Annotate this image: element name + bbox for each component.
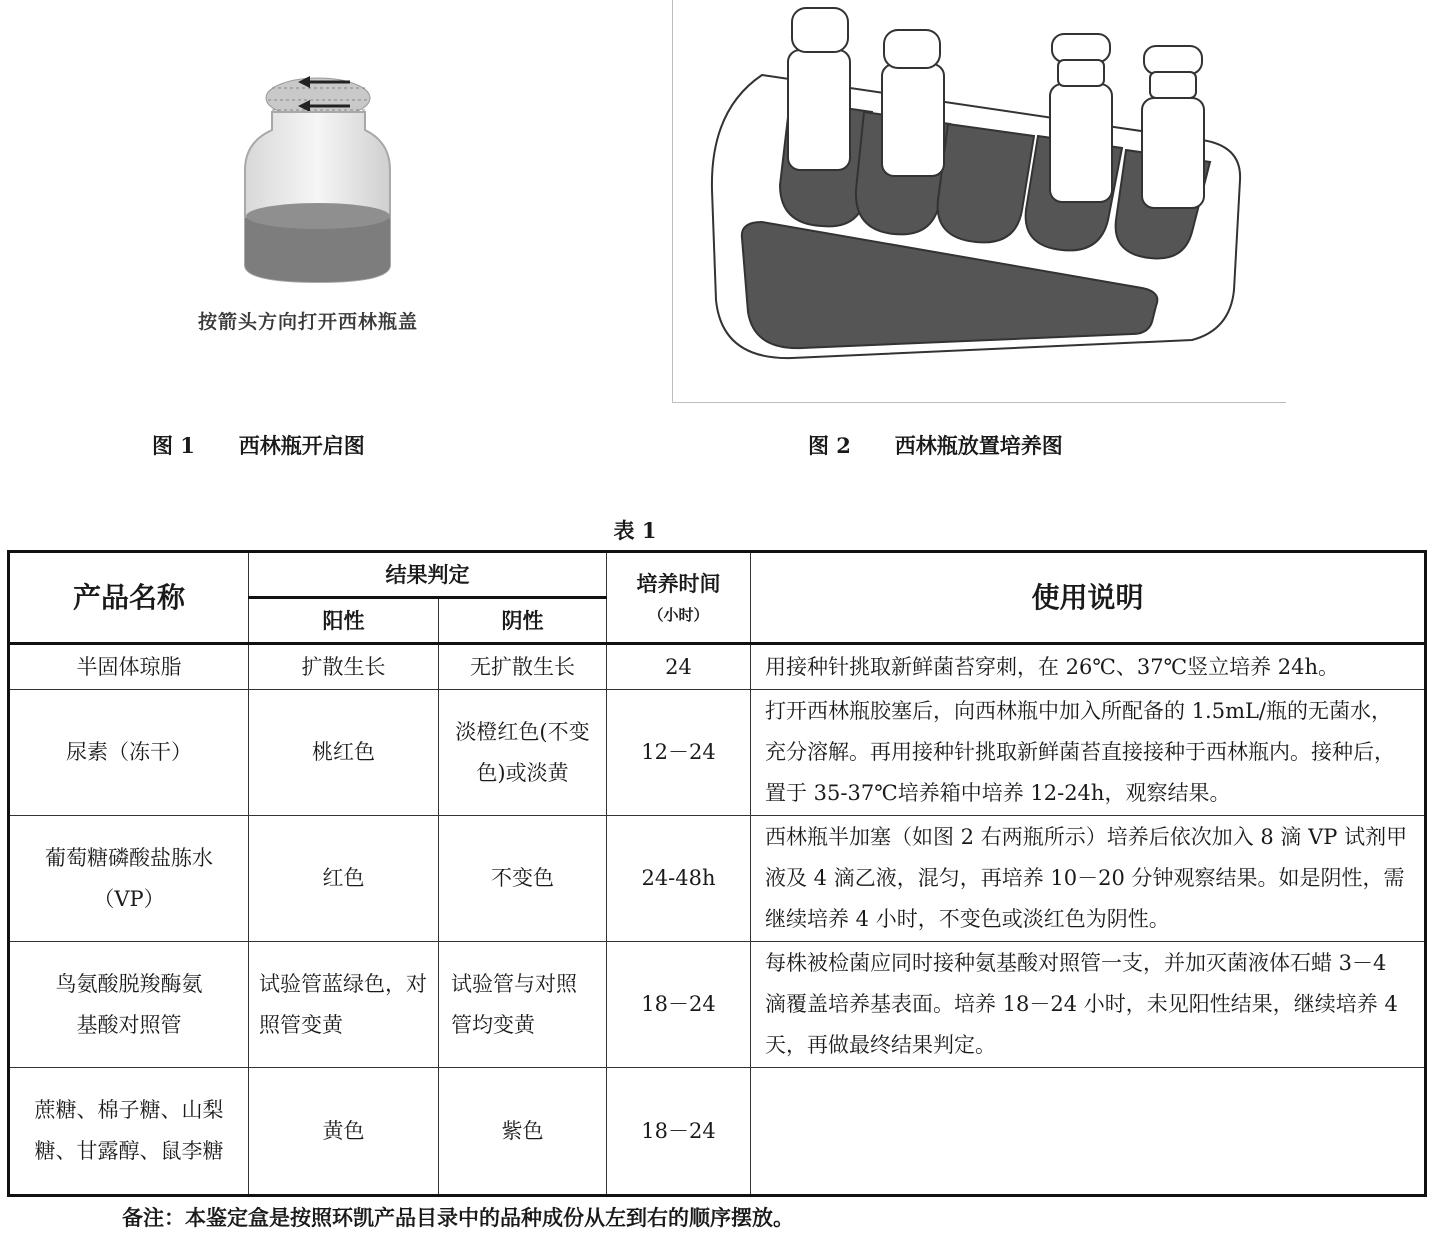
header-time [607, 552, 751, 644]
table-row [9, 816, 1426, 942]
table-note: 备注：本鉴定盒是按照环凯产品目录中的品种成份从左到右的顺序摆放。 [122, 1205, 794, 1230]
cell-time: 18－24 [607, 1068, 751, 1196]
table-row [9, 690, 1426, 816]
cell-product: 鸟氨酸脱羧酶氨基酸对照管 [9, 942, 249, 1068]
cell-product: 葡萄糖磷酸盐胨水（VP） [9, 816, 249, 942]
cell-product: 半固体琼脂 [9, 644, 249, 690]
cell-positive: 黄色 [249, 1068, 439, 1196]
cell-positive: 红色 [249, 816, 439, 942]
cell-positive: 试验管蓝绿色，对照管变黄 [249, 942, 439, 1068]
table-row [9, 942, 1426, 1068]
table-row [9, 644, 1426, 690]
cell-time: 24-48h [607, 816, 751, 942]
figure2-caption: 图 2 西林瓶放置培养图 [808, 433, 1063, 458]
cell-negative: 试验管与对照管均变黄 [439, 942, 607, 1068]
cell-time: 24 [607, 644, 751, 690]
cell-positive: 扩散生长 [249, 644, 439, 690]
cell-negative: 不变色 [439, 816, 607, 942]
header-usage: 使用说明 [751, 552, 1426, 644]
cell-usage [751, 1068, 1426, 1196]
figure1-caption: 图 1 西林瓶开启图 [152, 433, 365, 458]
header-time-unit: （小时） [648, 605, 709, 624]
cell-negative: 紫色 [439, 1068, 607, 1196]
header-product: 产品名称 [9, 552, 249, 644]
cell-time: 18－24 [607, 942, 751, 1068]
cell-positive: 桃红色 [249, 690, 439, 816]
cell-time: 12－24 [607, 690, 751, 816]
header-row-1 [9, 552, 1426, 598]
header-result: 结果判定 [249, 552, 607, 598]
cell-product: 尿素（冻干） [9, 690, 249, 816]
vial-rack-illustration [672, 0, 1286, 403]
header-time-label: 培养时间 [636, 570, 721, 596]
cell-negative: 淡橙红色(不变色)或淡黄 [439, 690, 607, 816]
table-title: 表 1 [613, 518, 657, 543]
vial-instruction-label: 按箭头方向打开西林瓶盖 [198, 311, 419, 333]
table-row [9, 1068, 1426, 1196]
cell-usage: 西林瓶半加塞（如图 2 右两瓶所示）培养后依次加入 8 滴 VP 试剂甲液及 4 滴乙液，混匀，再培养 10－20 分钟观察结果。如是阴性，需继续培养 4 小时，不变色或淡红色为阴性。 [751, 816, 1426, 942]
cell-negative: 无扩散生长 [439, 644, 607, 690]
cell-usage: 打开西林瓶胶塞后，向西林瓶中加入所配备的 1.5mL/瓶的无菌水，充分溶解。再用接种针挑取新鲜菌苔直接接种于西林瓶内。接种后，置于 35-37℃培养箱中培养 12-24h，观察结果。 [751, 690, 1426, 816]
header-negative: 阴性 [439, 598, 607, 644]
header-positive: 阳性 [249, 598, 439, 644]
identification-table [7, 550, 1427, 1197]
cell-product: 蔗糖、棉子糖、山梨糖、甘露醇、鼠李糖 [9, 1068, 249, 1196]
cell-usage: 用接种针挑取新鲜菌苔穿刺，在 26℃、37℃竖立培养 24h。 [751, 644, 1426, 690]
cell-usage: 每株被检菌应同时接种氨基酸对照管一支，并加灭菌液体石蜡 3－4 滴覆盖培养基表面。培养 18－24 小时，未见阳性结果，继续培养 4 天，再做最终结果判定。 [751, 942, 1426, 1068]
